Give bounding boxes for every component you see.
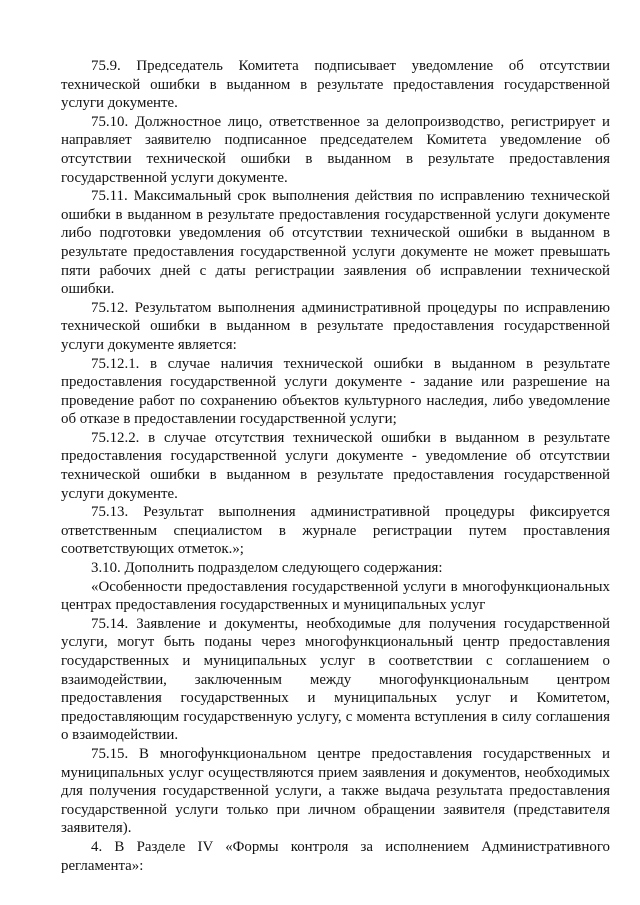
paragraph-75-10: 75.10. Должностное лицо, ответственное за делопроизводство, регистрирует и направляет заявителю подписанное председателем Комитета уведомление об отсутствии технической ошибки в выданном в результате предоставления государственной услуги документе. [61,113,610,186]
paragraph-75-12-2: 75.12.2. в случае отсутствия технической ошибки в выданном в результате предоставления государственной услуги документе - уведомление об отсутствии технической ошибки в выданном в результате предоставления государственной услуги документе. [61,429,610,502]
paragraph-3-10: 3.10. Дополнить подразделом следующего содержания: [91,560,443,577]
document-page [61,57,610,875]
paragraph-75-12: 75.12. Результатом выполнения административной процедуры по исправлению технической ошибки в выданном в результате предоставления государственной услуги документе является: [61,299,610,353]
subsection-heading: «Особенности предоставления государственной услуги в многофункциональных центрах предоставления государственных и муниципальных услуг [61,578,610,614]
paragraph-4: 4. В Разделе IV «Формы контроля за исполнением Административного регламента»: [61,838,610,874]
paragraph-75-12-1: 75.12.1. в случае наличия технической ошибки в выданном в результате предоставления государственной услуги документе - задание или разрешение на проведение работ по сохранению объектов культурного наследия, либо уведомление об отказе в предоставлении государственной услуги; [61,355,610,428]
paragraph-75-13: 75.13. Результат выполнения административной процедуры фиксируется ответственным специалистом в журнале регистрации путем проставления соответствующих отметок.»; [61,504,610,558]
paragraph-75-11: 75.11. Максимальный срок выполнения действия по исправлению технической ошибки в выданном в результате предоставления государственной услуги документе либо подготовки уведомления об отсутствии технической ошибки в выданном в результате предоставления государственной услуги документе не может превышать пяти рабочих дней с даты регистрации заявления об исправлении технической ошибки. [61,188,610,298]
paragraph-75-15: 75.15. В многофункциональном центре предоставления государственных и муниципальных услуг осуществляются прием заявления и документов, необходимых для получения государственной услуги, а также выдача результата предоставления государственной услуги только при личном обращении заявителя (представителя заявителя). [61,745,610,837]
paragraph-75-9: 75.9. Председатель Комитета подписывает уведомление об отсутствии технической ошибки в выданном в результате предоставления государственной услуги документе. [61,58,610,112]
paragraph-75-14: 75.14. Заявление и документы, необходимые для получения государственной услуги, могут быть поданы через многофункциональный центр предоставления государственных и муниципальных услуг в соответствии с соглашением о взаимодействии, заключенным между многофункциональным центром предоставления государственных и муниципальных услуг и Комитетом, предоставляющим государственную услугу, с момента вступления в силу соглашения о взаимодействии. [61,615,610,744]
